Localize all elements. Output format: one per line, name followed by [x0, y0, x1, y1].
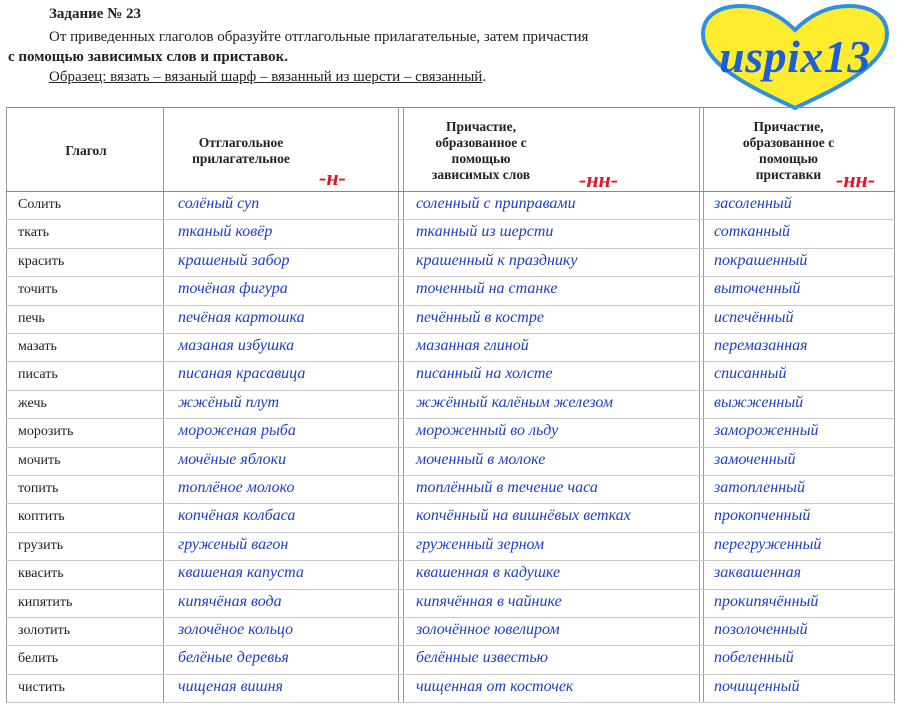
participle-prefix-cell: затопленный: [714, 479, 805, 496]
sample-label: Образец:: [49, 69, 107, 85]
verb-cell: мазать: [18, 339, 57, 354]
table-border-left: [6, 107, 7, 703]
participle-deps-cell: моченный в молоке: [416, 450, 546, 468]
adjective-cell: писаная красавица: [178, 365, 306, 383]
adjective-cell: жжёный плут: [178, 393, 280, 411]
header-adjective: [171, 135, 311, 167]
verb-cell: кипятить: [18, 594, 73, 610]
adjective-cell: топлёное молоко: [178, 479, 295, 496]
participle-prefix-cell: почищенный: [714, 677, 800, 695]
adjective-cell: крашеный забор: [178, 251, 290, 269]
header-prefix-line: помощью: [759, 151, 818, 166]
header-prefix-line: Причастие,: [753, 119, 824, 134]
row-divider: [6, 248, 895, 249]
participle-deps-cell: жжённый калёным железом: [416, 393, 613, 411]
verb-cell: мочить: [18, 452, 61, 468]
table-top-border: [6, 107, 895, 108]
participle-prefix-cell: замороженный: [714, 422, 819, 440]
verb-cell: морозить: [18, 424, 74, 440]
table-border-right: [894, 107, 895, 703]
header-verb: Глагол: [65, 143, 107, 158]
task-title: Задание № 23: [49, 6, 142, 22]
adjective-cell: груженый вагон: [178, 535, 289, 553]
instruction-line-2: с помощью зависимых слов и приставок.: [8, 49, 289, 65]
sample-line: [49, 69, 486, 86]
participle-prefix-cell: выжженный: [714, 393, 804, 411]
header-adjective-line: Отглагольное: [198, 135, 284, 150]
adjective-cell: кипячёная вода: [178, 592, 282, 610]
participle-deps-cell: квашенная в кадушке: [416, 564, 561, 582]
row-divider: [6, 560, 895, 561]
participle-deps-cell: копчённый на вишнёвых ветках: [416, 507, 631, 525]
column-divider: [403, 107, 404, 703]
verb-cell: чистить: [18, 679, 65, 695]
row-divider: [6, 674, 895, 675]
column-divider: [163, 107, 164, 703]
participle-deps-cell: золочённое ювелиром: [416, 621, 560, 638]
participle-prefix-cell: заквашенная: [714, 564, 802, 582]
header-deps-line: зависимых слов: [431, 167, 531, 182]
participle-deps-cell: белённые известью: [416, 649, 548, 667]
verb-cell: коптить: [18, 509, 65, 525]
verb-cell: писать: [18, 367, 58, 383]
verb-cell: топить: [18, 481, 59, 496]
verb-cell: грузить: [18, 537, 64, 553]
row-divider: [6, 418, 895, 419]
row-divider: [6, 645, 895, 646]
participle-prefix-cell: засоленный: [714, 195, 792, 212]
adjective-cell: точёная фигура: [178, 280, 288, 298]
participle-prefix-cell: перемазанная: [714, 337, 808, 354]
suffix-participle-deps: -нн-: [579, 167, 619, 192]
verb-cell: красить: [18, 253, 65, 269]
participle-prefix-cell: сотканный: [714, 223, 791, 241]
logo-text: uspix13: [719, 31, 871, 82]
row-divider: [6, 219, 895, 220]
sample-end: .: [482, 69, 487, 85]
row-divider: [6, 475, 895, 476]
sample-text: вязать – вязаный шарф – вязанный из шерсти – связанный: [106, 69, 483, 85]
participle-deps-cell: точенный на станке: [416, 280, 558, 298]
verbs-table: [6, 107, 898, 703]
verb-cell: ткать: [18, 225, 50, 241]
participle-deps-cell: кипячённая в чайнике: [416, 592, 562, 610]
row-divider: [6, 390, 895, 391]
header-participle-deps: [406, 119, 556, 183]
participle-deps-cell: груженный зерном: [416, 535, 545, 553]
adjective-cell: солёный суп: [178, 195, 260, 212]
row-divider: [6, 361, 895, 362]
row-divider: [6, 702, 895, 703]
header-adjective-line: прилагательное: [192, 151, 290, 166]
participle-deps-cell: писанный на холсте: [416, 365, 553, 383]
participle-prefix-cell: побеленный: [714, 649, 794, 667]
participle-deps-cell: соленный с приправами: [416, 195, 576, 212]
adjective-cell: мазаная избушка: [178, 337, 295, 354]
adjective-cell: мочёные яблоки: [178, 450, 287, 468]
column-divider: [703, 107, 704, 703]
participle-deps-cell: мороженный во льду: [416, 422, 559, 440]
participle-deps-cell: мазанная глиной: [416, 337, 529, 354]
verb-cell: печь: [18, 310, 45, 326]
verb-cell: золотить: [18, 623, 71, 638]
row-divider: [6, 276, 895, 277]
column-divider: [699, 107, 700, 703]
adjective-cell: мороженая рыба: [178, 422, 296, 440]
participle-prefix-cell: позолоченный: [714, 621, 808, 638]
uspix13-logo: [697, 4, 893, 110]
verb-cell: Солить: [18, 197, 62, 212]
row-divider: [6, 305, 895, 306]
verb-cell: жечь: [18, 395, 47, 411]
participle-deps-cell: чищенная от косточек: [416, 677, 574, 695]
row-divider: [6, 532, 895, 533]
adjective-cell: квашеная капуста: [178, 564, 304, 582]
participle-prefix-cell: прокопченный: [714, 507, 811, 525]
row-divider: [6, 333, 895, 334]
adjective-cell: тканый ковёр: [178, 223, 273, 241]
participle-prefix-cell: выточенный: [714, 280, 801, 298]
adjective-cell: печёная картошка: [178, 308, 305, 326]
participle-deps-cell: крашенный к празднику: [416, 251, 578, 269]
participle-deps-cell: топлённый в течение часа: [416, 479, 598, 496]
adjective-cell: чищеная вишня: [178, 677, 283, 695]
participle-deps-cell: печённый в костре: [416, 308, 544, 326]
participle-prefix-cell: прокипячённый: [714, 592, 819, 610]
participle-prefix-cell: покрашенный: [714, 251, 808, 269]
header-prefix-line: образованное с: [742, 135, 835, 150]
row-divider: [6, 447, 895, 448]
verb-cell: белить: [18, 651, 59, 667]
verb-cell: квасить: [18, 566, 64, 582]
row-divider: [6, 617, 895, 618]
header-prefix-line: приставки: [755, 167, 822, 182]
adjective-cell: золочёное кольцо: [178, 621, 294, 638]
row-divider: [6, 503, 895, 504]
suffix-participle-prefix: -нн-: [836, 167, 876, 192]
adjective-cell: белёные деревья: [178, 649, 289, 667]
adjective-cell: копчёная колбаса: [178, 507, 296, 525]
participle-prefix-cell: списанный: [714, 365, 787, 383]
participle-deps-cell: тканный из шерсти: [416, 223, 554, 241]
header-deps-line: Причастие,: [446, 119, 516, 134]
header-deps-line: помощью: [451, 151, 511, 166]
participle-prefix-cell: перегруженный: [714, 535, 822, 553]
column-divider: [398, 107, 399, 703]
row-divider: [6, 589, 895, 590]
verb-cell: точить: [18, 282, 58, 298]
participle-prefix-cell: замоченный: [714, 450, 796, 468]
header-bottom-border: [6, 191, 895, 192]
header-deps-line: образованное с: [435, 135, 527, 150]
instruction-line-1: От приведенных глаголов образуйте отглагольные прилагательные, затем причастия: [49, 29, 589, 45]
participle-prefix-cell: испечённый: [714, 308, 794, 326]
suffix-adjective: -н-: [319, 165, 346, 190]
